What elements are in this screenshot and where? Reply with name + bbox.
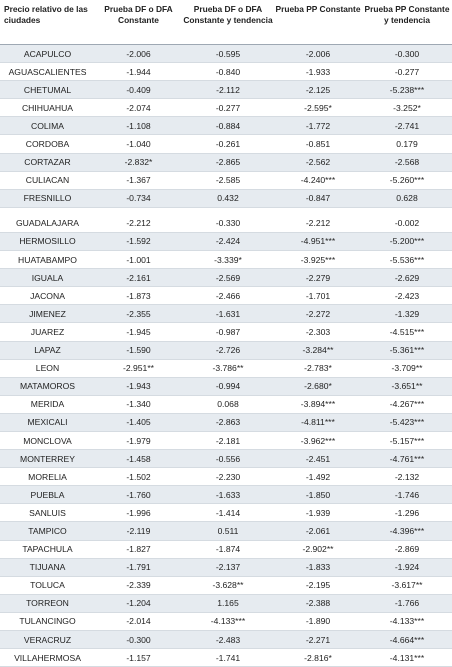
cell-value: -2.466 (215, 290, 241, 301)
cell-value: -2.951** (122, 363, 155, 374)
cell-value: -1.979 (126, 435, 151, 446)
table-row (0, 631, 452, 649)
cell-city: VERACRUZ (23, 634, 72, 645)
cell-value: -2.161 (126, 272, 151, 283)
cell-value: -2.568 (394, 157, 420, 168)
cell-value: -1.746 (394, 489, 420, 500)
cell-value: 0.179 (396, 139, 418, 150)
cell-value: -0.994 (215, 381, 241, 392)
cell-value: -0.847 (305, 193, 331, 204)
cell-value: -1.367 (126, 175, 151, 186)
cell-value: -3.628** (212, 580, 244, 591)
table-row (0, 414, 452, 432)
table-row (0, 45, 452, 63)
header-pp-constant-trend: Prueba PP Constante y tendencia (364, 4, 450, 25)
cell-value: -1.590 (126, 345, 151, 356)
cell-city: JACONA (30, 290, 65, 301)
cell-city: AGUASCALIENTES (8, 66, 87, 77)
cell-value: -0.330 (215, 218, 241, 229)
cell-value: -1.791 (126, 562, 151, 573)
cell-value: -3.252* (393, 102, 421, 113)
cell-value: -3.339* (214, 254, 242, 265)
table-row (0, 342, 452, 360)
cell-value: -0.002 (394, 218, 420, 229)
cell-value: -3.786** (212, 363, 244, 374)
cell-value: -1.296 (394, 507, 420, 518)
cell-city: TORREON (26, 598, 69, 609)
table-row (0, 396, 452, 414)
cell-value: -3.894*** (300, 399, 336, 410)
cell-value: -2.816* (304, 652, 332, 663)
cell-value: -2.863 (215, 417, 241, 428)
cell-value: -0.840 (215, 66, 241, 77)
cell-value: -2.585 (215, 175, 241, 186)
cell-value: -3.617** (391, 580, 423, 591)
cell-value: -0.277 (394, 66, 420, 77)
cell-value: -1.741 (215, 652, 241, 663)
cell-city: MORELIA (28, 471, 67, 482)
cell-city: GUADALAJARA (15, 218, 80, 229)
cell-value: -2.212 (305, 218, 331, 229)
cell-value: -5.260*** (389, 175, 425, 186)
cell-value: -2.355 (126, 308, 151, 319)
cell-value: -5.238*** (389, 84, 425, 95)
cell-city: JUAREZ (30, 326, 65, 337)
table-row (0, 360, 452, 378)
cell-value: -1.943 (126, 381, 151, 392)
cell-city: IGUALA (31, 272, 64, 283)
cell-value: -4.761*** (389, 453, 425, 464)
cell-value: -1.933 (305, 66, 331, 77)
cell-value: -4.811*** (301, 417, 335, 428)
cell-city: CORDOBA (25, 139, 70, 150)
cell-value: -0.300 (126, 634, 151, 645)
cell-value: -2.014 (126, 616, 151, 627)
cell-value: -1.633 (215, 489, 241, 500)
table-row (0, 450, 452, 468)
table-row (0, 215, 452, 233)
cell-value: -1.827 (126, 544, 151, 555)
cell-city: CHETUMAL (23, 84, 72, 95)
cell-city: CHIHUAHUA (21, 102, 74, 113)
cell-city: CULIACAN (25, 175, 70, 186)
cell-city: TAMPICO (28, 525, 67, 536)
table-row (0, 323, 452, 341)
cell-value: -1.592 (126, 236, 151, 247)
cell-city: TOLUCA (30, 580, 65, 591)
table-row (0, 81, 452, 99)
cell-city: LAPAZ (34, 345, 61, 356)
table-row (0, 378, 452, 396)
cell-city: JIMENEZ (29, 308, 66, 319)
cell-value: 0.068 (217, 399, 239, 410)
cell-value: -2.074 (126, 102, 151, 113)
cell-value: 0.511 (217, 525, 239, 536)
cell-value: -2.629 (394, 272, 420, 283)
cell-value: -1.340 (126, 399, 151, 410)
cell-value: -2.832* (124, 157, 153, 168)
cell-city: SANLUIS (29, 507, 66, 518)
table-row (0, 154, 452, 172)
cell-city: HERMOSILLO (19, 236, 76, 247)
cell-value: -2.006 (126, 48, 151, 59)
table-row (0, 577, 452, 595)
cell-value: -1.939 (305, 507, 331, 518)
cell-value: -4.133*** (389, 616, 425, 627)
cell-value: -2.230 (215, 471, 241, 482)
cell-value: -2.595* (304, 102, 332, 113)
cell-value: -2.902** (302, 544, 334, 555)
header-pp-constant: Prueba PP Constante (275, 4, 361, 14)
cell-value: 0.432 (217, 193, 239, 204)
table-row (0, 269, 452, 287)
cell-value: -3.962*** (300, 435, 336, 446)
cell-value: -2.212 (126, 218, 151, 229)
cell-value: -2.562 (305, 157, 331, 168)
cell-value: -4.515*** (389, 326, 425, 337)
cell-value: -1.772 (305, 120, 331, 131)
cell-value: -0.595 (215, 48, 241, 59)
cell-city: COLIMA (31, 120, 64, 131)
cell-value: -1.944 (126, 66, 151, 77)
cell-value: 1.165 (217, 598, 239, 609)
table-row (0, 613, 452, 631)
cell-city: CORTAZAR (24, 157, 71, 168)
cell-value: -5.200*** (389, 236, 425, 247)
cell-value: -2.388 (305, 598, 331, 609)
cell-value: -1.458 (126, 453, 151, 464)
cell-value: -2.726 (215, 345, 241, 356)
cell-value: -1.945 (126, 326, 151, 337)
cell-value: -4.951*** (300, 236, 336, 247)
cell-value: -0.556 (215, 453, 241, 464)
table-body (0, 45, 452, 667)
cell-value: -1.760 (126, 489, 151, 500)
cell-value: -1.874 (215, 544, 241, 555)
cell-city: MEXICALI (27, 417, 68, 428)
cell-value: -1.996 (126, 507, 151, 518)
cell-value: -3.284** (302, 345, 334, 356)
cell-value: -3.925*** (300, 254, 336, 265)
cell-value: -1.890 (305, 616, 331, 627)
cell-city: PUEBLA (30, 489, 65, 500)
table-row (0, 595, 452, 613)
cell-value: -5.536*** (389, 254, 425, 265)
cell-value: -4.133*** (210, 616, 246, 627)
table-row (0, 287, 452, 305)
cell-value: -2.125 (305, 84, 331, 95)
table-row (0, 522, 452, 540)
cell-value: -2.451 (305, 453, 331, 464)
table-row (0, 251, 452, 269)
cell-value: -0.261 (215, 139, 241, 150)
cell-city: TAPACHULA (22, 544, 73, 555)
cell-value: -1.873 (126, 290, 151, 301)
cell-value: -2.865 (215, 157, 241, 168)
cell-city: MATAMOROS (19, 381, 76, 392)
cell-value: -0.884 (215, 120, 241, 131)
cell-value: -4.664*** (389, 634, 425, 645)
cell-city: ACAPULCO (23, 48, 72, 59)
cell-value: -2.423 (394, 290, 420, 301)
cell-value: -3.651** (391, 381, 423, 392)
table-row (0, 649, 452, 667)
table-row (0, 559, 452, 577)
cell-value: -1.502 (126, 471, 151, 482)
cell-value: -1.631 (215, 308, 241, 319)
table-row (0, 63, 452, 81)
cell-value: -2.006 (305, 48, 331, 59)
cell-value: -1.766 (394, 598, 420, 609)
cell-value: 0.628 (396, 193, 418, 204)
table-row (0, 468, 452, 486)
cell-value: -2.339 (126, 580, 151, 591)
cell-value: -0.277 (215, 102, 241, 113)
cell-value: -1.040 (126, 139, 151, 150)
table-row (0, 541, 452, 559)
cell-value: -1.850 (305, 489, 331, 500)
cell-value: -2.132 (394, 471, 420, 482)
cell-value: -5.157*** (389, 435, 425, 446)
cell-value: -1.924 (394, 562, 420, 573)
cell-value: -1.204 (126, 598, 151, 609)
cell-city: MERIDA (30, 399, 65, 410)
header-df-constant: Prueba DF o DFA Constante (104, 4, 173, 25)
table-row (0, 504, 452, 522)
cell-city: TIJUANA (29, 562, 66, 573)
cell-value: -1.001 (126, 254, 151, 265)
cell-value: -4.396*** (389, 525, 425, 536)
cell-value: -2.061 (305, 525, 331, 536)
cell-value: -5.361*** (389, 345, 425, 356)
cell-value: -2.181 (215, 435, 241, 446)
cell-city: HUATABAMPO (18, 254, 77, 265)
table-row (0, 486, 452, 504)
cell-value: -4.267*** (389, 399, 425, 410)
header-df-constant-trend: Prueba DF o DFA Constante y tendencia (183, 4, 273, 25)
cell-value: -2.272 (305, 308, 331, 319)
cell-value: -1.329 (394, 308, 420, 319)
cell-value: -2.112 (216, 84, 240, 95)
table-header (0, 0, 452, 45)
cell-value: -2.424 (215, 236, 241, 247)
cell-value: -1.157 (126, 652, 151, 663)
cell-value: -0.734 (126, 193, 151, 204)
header-city: Precio relativo de las ciudades (4, 4, 88, 25)
cell-value: -2.869 (394, 544, 420, 555)
cell-value: -1.405 (126, 417, 151, 428)
cell-value: -2.303 (305, 326, 331, 337)
cell-value: -1.108 (126, 120, 151, 131)
cell-value: -5.423*** (389, 417, 425, 428)
cell-value: -1.701 (305, 290, 331, 301)
cell-value: -2.569 (215, 272, 241, 283)
cell-city: MONTERREY (20, 453, 75, 464)
table-row (0, 305, 452, 323)
cell-value: -0.409 (126, 84, 151, 95)
cell-city: TULANCINGO (19, 616, 76, 627)
cell-city: FRESNILLO (23, 193, 72, 204)
cell-value: -2.680* (304, 381, 332, 392)
table-row (0, 190, 452, 208)
cell-city: MONCLOVA (23, 435, 72, 446)
cell-value: -2.483 (215, 634, 241, 645)
cell-city: VILLAHERMOSA (14, 652, 81, 663)
cell-value: -2.271 (305, 634, 331, 645)
cell-value: -4.240*** (300, 175, 336, 186)
cell-value: -2.137 (215, 562, 241, 573)
table-row (0, 99, 452, 117)
cell-value: -2.741 (394, 120, 420, 131)
table-row (0, 172, 452, 190)
cell-value: -1.833 (305, 562, 331, 573)
cell-value: -2.195 (305, 580, 331, 591)
table-row (0, 432, 452, 450)
table-row (0, 233, 452, 251)
cell-value: -2.119 (126, 525, 151, 536)
table-row (0, 135, 452, 153)
cell-value: -2.279 (305, 272, 331, 283)
cell-value: -0.851 (305, 139, 331, 150)
table-row (0, 117, 452, 135)
cell-value: -3.709** (391, 363, 423, 374)
cell-value: -1.492 (305, 471, 331, 482)
cell-value: -4.131*** (389, 652, 425, 663)
cell-value: -1.414 (215, 507, 241, 518)
cell-value: -0.987 (215, 326, 241, 337)
cell-value: -2.783* (304, 363, 332, 374)
cell-value: -0.300 (394, 48, 420, 59)
cell-city: LEON (35, 363, 60, 374)
